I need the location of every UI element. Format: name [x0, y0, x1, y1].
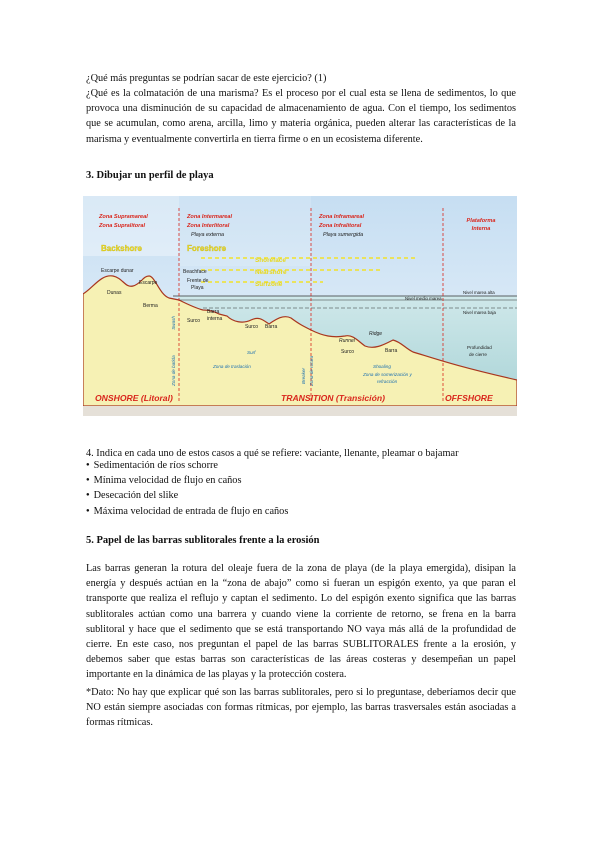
label-swash: Swash [171, 316, 176, 330]
label-runnel: Runnel [339, 338, 355, 344]
label-shoreface: Shoreface [255, 257, 286, 264]
question-line: ¿Qué más preguntas se podrían sacar de este ejercicio? (1) [86, 73, 327, 84]
label-onshore: ONSHORE (Litoral) [95, 393, 173, 403]
label-barra-2: Barra [265, 324, 278, 330]
label-surfzone: Surfzone [255, 281, 283, 288]
label-berma: Berma [143, 303, 158, 309]
label-beachface: Beachface [183, 269, 207, 275]
section-5-note: *Dato: No hay que explicar qué son las barras sublitorales, pero si lo preguntase, deberíamos decir que NO están siempre asociadas con formas rítmicas, por ejemplo, las barras trasversales están asociadas a formas rítmicas. [86, 687, 516, 729]
label-refraccion: refracción [377, 379, 398, 384]
label-dunas: Dunas [107, 290, 122, 296]
section-5-title: 5. Papel de las barras sublitorales frente a la erosión [86, 535, 320, 546]
label-de-cierre: de cierre [469, 352, 487, 357]
label-nearshore: Nearshore [255, 269, 287, 276]
section-4-intro: 4. Indica en cada uno de estos casos a qué se refiere: vaciante, llenante, pleamar o bajamar [86, 448, 459, 459]
label-playa: Playa [191, 285, 204, 291]
label-barra-interna: interna [207, 316, 223, 322]
label-foreshore: Foreshore [187, 244, 227, 253]
list-item: ● Mínima velocidad de flujo en caños [86, 473, 288, 488]
label-ridge: Ridge [369, 331, 383, 337]
label-zone-inframareal: Zona Inframareal [319, 214, 365, 220]
label-zone-supralitoral: Zona Supralitoral [99, 223, 145, 229]
label-playa-sumergida: Playa sumergida [323, 232, 364, 238]
section-3-title: 3. Dibujar un perfil de playa [86, 170, 214, 181]
label-zone-interlitoral: Zona Interlitoral [187, 223, 230, 229]
label-escarpe: Escarpe [139, 280, 158, 286]
label-nivel-alto: Nivel marea alta [463, 290, 495, 295]
label-surf: Surf [247, 350, 256, 355]
label-zona-traslacion: Zona de traslación [213, 364, 251, 369]
label-surco-2: Surco [245, 324, 259, 330]
label-backshore: Backshore [101, 244, 142, 253]
label-plataforma: Plataforma [466, 218, 496, 224]
list-item: ● Sedimentación de ríos schorre [86, 458, 288, 473]
intermareal-column [179, 196, 311, 266]
label-playa-externa: Playa externa [191, 232, 224, 238]
label-nivel-baja: Nivel marea baja [463, 310, 496, 315]
label-nivel-medio: Nivel medio marea [405, 296, 442, 301]
beach-profile-diagram [83, 196, 517, 416]
list-item: ● Máxima velocidad de entrada de flujo en caños [86, 504, 288, 519]
label-zona-batida: Zona de batida [171, 355, 176, 386]
label-breaker: Breaker [301, 367, 306, 384]
colmatacion-paragraph: ¿Qué es la colmatación de una marisma? Es el proceso por el cual esta se llena de sedimentos, lo que provoca una disminución de su capacidad de almacenamiento de agua. Con el tiempo, los sedimentos que se acumulan, como arena, arcilla, limo y materia orgánica, pueden alterar las características de la marisma y eventualmente convertirla en tierra firme o en un ecosistema diferente. [86, 88, 516, 145]
section-5-paragraph: Las barras generan la rotura del oleaje fuera de la zona de playa (de la playa emergida), disipan la energía y después actúan en la “zona de abajo” como si fueran un espigón exento, ya que paran el transporte que realiza el reflujo y captan el sedimento. Lo del espigón exento significa que las barras sublitorales actúan como una barrera y cuando viene la corriente de retorno, se frena en la barra sublitoral y hace que el sedimento que se está transportando NO vaya más allá de la profundidad de cierre. En este caso, nos preguntan el papel de las barras SUBLITORALES frente a la erosión, y debemos saber que estas barras son características de las áreas costeras y desempeñan un papel importante en la dinámica de las playas y la protección costera. [86, 563, 516, 681]
label-frente-de: Frente de [187, 278, 209, 284]
label-zone-intermareal: Zona Intermareal [187, 214, 233, 220]
label-barra-3: Barra [385, 348, 398, 354]
label-zona-somerizacion: Zona de somerización y [363, 372, 412, 377]
label-zona-rotura: Zona de rotura [309, 355, 314, 386]
label-profundidad: Profundidad [467, 345, 492, 350]
label-barra-1: Barra [207, 309, 220, 315]
section-4-list [86, 458, 288, 519]
list-item: ● Desecación del slike [86, 488, 288, 503]
bottom-band [83, 406, 517, 416]
label-interna: Interna [471, 226, 491, 232]
label-zone-supramareal: Zona Supramareal [99, 214, 148, 220]
label-transition: TRANSITION (Transición) [281, 393, 385, 403]
label-surco-1: Surco [187, 318, 201, 324]
label-escarpe-dunar: Escarpe dunar [101, 268, 134, 274]
label-shoaling: Shoaling [373, 364, 391, 369]
label-surco-3: Surco [341, 349, 355, 355]
label-zone-infralitoral: Zona Infralitoral [319, 223, 362, 229]
label-offshore: OFFSHORE [445, 393, 493, 403]
